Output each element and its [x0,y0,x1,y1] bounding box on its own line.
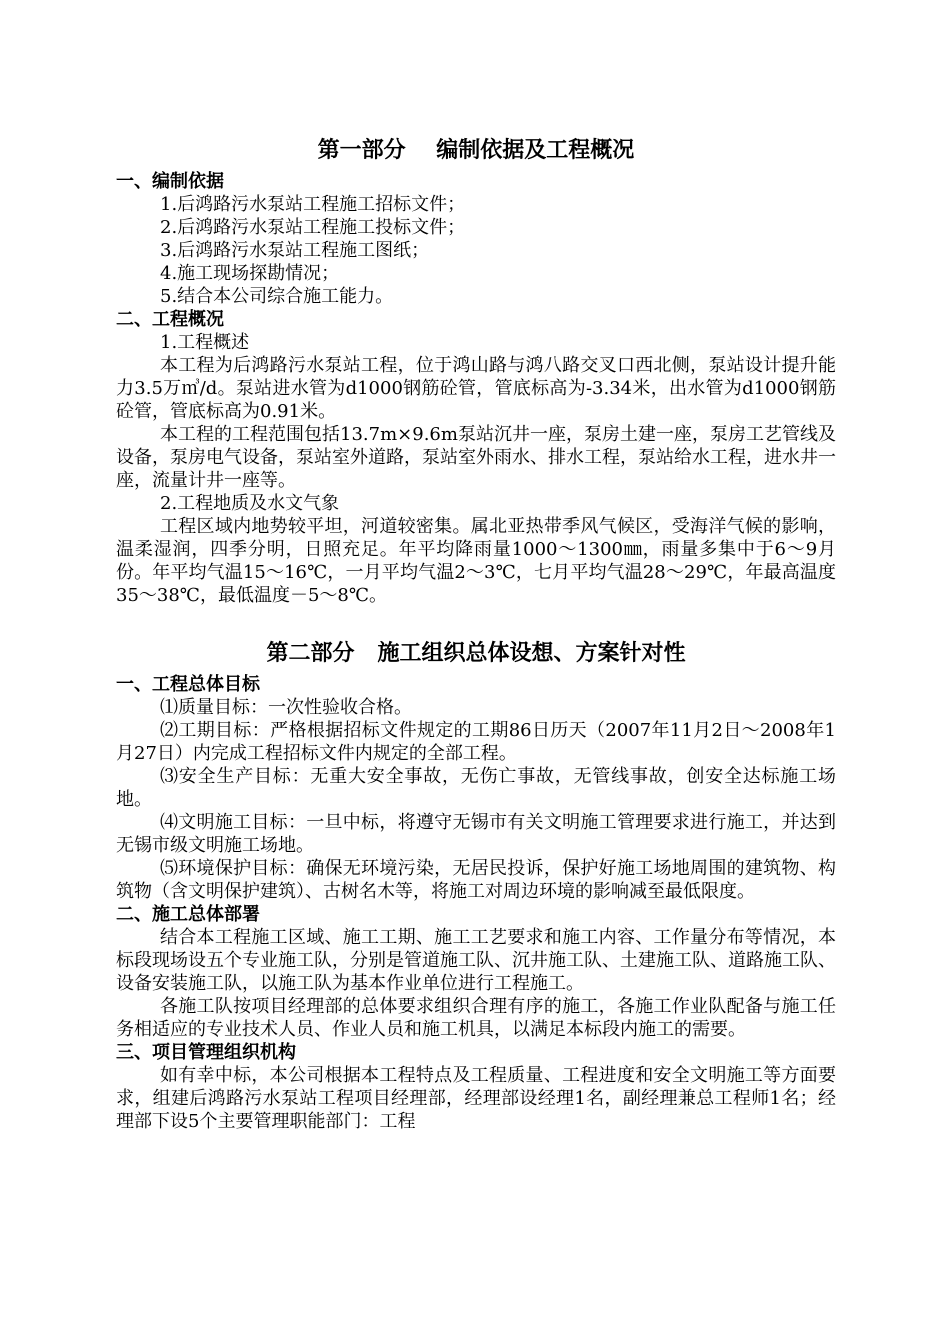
overview-paragraph-1: 本工程为后鸿路污水泵站工程，位于鸿山路与鸿八路交叉口西北侧，泵站设计提升能力3.5万㎥/d。泵站进水管为d1000钢筋砼管，管底标高为-3.34米，出水管为d1000钢筋砼管，管底标高为0.91米。 [116,355,836,422]
basis-item-3: 3.后鸿路污水泵站工程施工图纸； [160,240,430,261]
basis-item-4: 4.施工现场探勘情况； [160,263,340,284]
geology-subheading: 2.工程地质及水文气象 [160,493,340,514]
overview-subheading: 1.工程概述 [160,332,250,353]
section-heading-deployment: 二、施工总体部署 [116,904,260,925]
document-page [116,136,836,1133]
section-heading-organization: 三、项目管理组织机构 [116,1042,296,1063]
overview-paragraph-2: 本工程的工程范围包括13.7m×9.6m泵站沉井一座，泵房土建一座，泵房工艺管线及设备，泵房电气设备，泵站室外道路，泵站室外雨水、排水工程，泵站给水工程，进水井一座，流量计井一座等。 [116,424,836,491]
basis-item-1: 1.后鸿路污水泵站工程施工招标文件； [160,194,466,215]
part-one-title: 第一部分 编制依据及工程概况 [317,138,635,163]
goal-item-schedule: ⑵工期目标：严格根据招标文件规定的工期86日历天（2007年11月2日～2008年1月27日）内完成工程招标文件内规定的全部工程。 [116,720,836,764]
goal-item-civilized: ⑷文明施工目标：一旦中标，将遵守无锡市有关文明施工管理要求进行施工，并达到无锡市级文明施工场地。 [116,812,836,856]
section-heading-basis: 一、编制依据 [116,171,224,192]
deployment-paragraph-2: 各施工队按项目经理部的总体要求组织合理有序的施工，各施工作业队配备与施工任务相适应的专业技术人员、作业人员和施工机具，以满足本标段内施工的需要。 [116,996,836,1040]
organization-paragraph: 如有幸中标，本公司根据本工程特点及工程质量、工程进度和安全文明施工等方面要求，组建后鸿路污水泵站工程项目经理部，经理部设经理1名，副经理兼总工程师1名；经理部下设5个主要管理职能部门：工程 [116,1065,836,1132]
basis-item-2: 2.后鸿路污水泵站工程施工投标文件； [160,217,466,238]
part-two-title: 第二部分 施工组织总体设想、方案针对性 [266,641,686,666]
deployment-paragraph-1: 结合本工程施工区域、施工工期、施工工艺要求和施工内容、工作量分布等情况，本标段现场设五个专业施工队，分别是管道施工队、沉井施工队、土建施工队、道路施工队、设备安装施工队，以施工队为基本作业单位进行工程施工。 [116,927,836,994]
basis-item-5: 5.结合本公司综合施工能力。 [160,286,394,307]
section-heading-overview: 二、工程概况 [116,309,224,330]
section-heading-goals: 一、工程总体目标 [116,674,260,695]
goal-item-environment: ⑸环境保护目标：确保无环境污染，无居民投诉，保护好施工场地周围的建筑物、构筑物（含文明保护建筑）、古树名木等，将施工对周边环境的影响减至最低限度。 [116,858,836,902]
goal-item-quality: ⑴质量目标：一次性验收合格。 [160,697,412,718]
geology-paragraph: 工程区域内地势较平坦，河道较密集。属北亚热带季风气候区，受海洋气候的影响，温柔湿润，四季分明，日照充足。年平均降雨量1000～1300㎜，雨量多集中于6～9月份。年平均气温15～16℃，一月平均气温2～3℃，七月平均气温28～29℃，年最高温度35～38℃，最低温度－5～8℃。 [116,516,836,606]
goal-item-safety: ⑶安全生产目标：无重大安全事故，无伤亡事故，无管线事故，创安全达标施工场地。 [116,766,836,810]
